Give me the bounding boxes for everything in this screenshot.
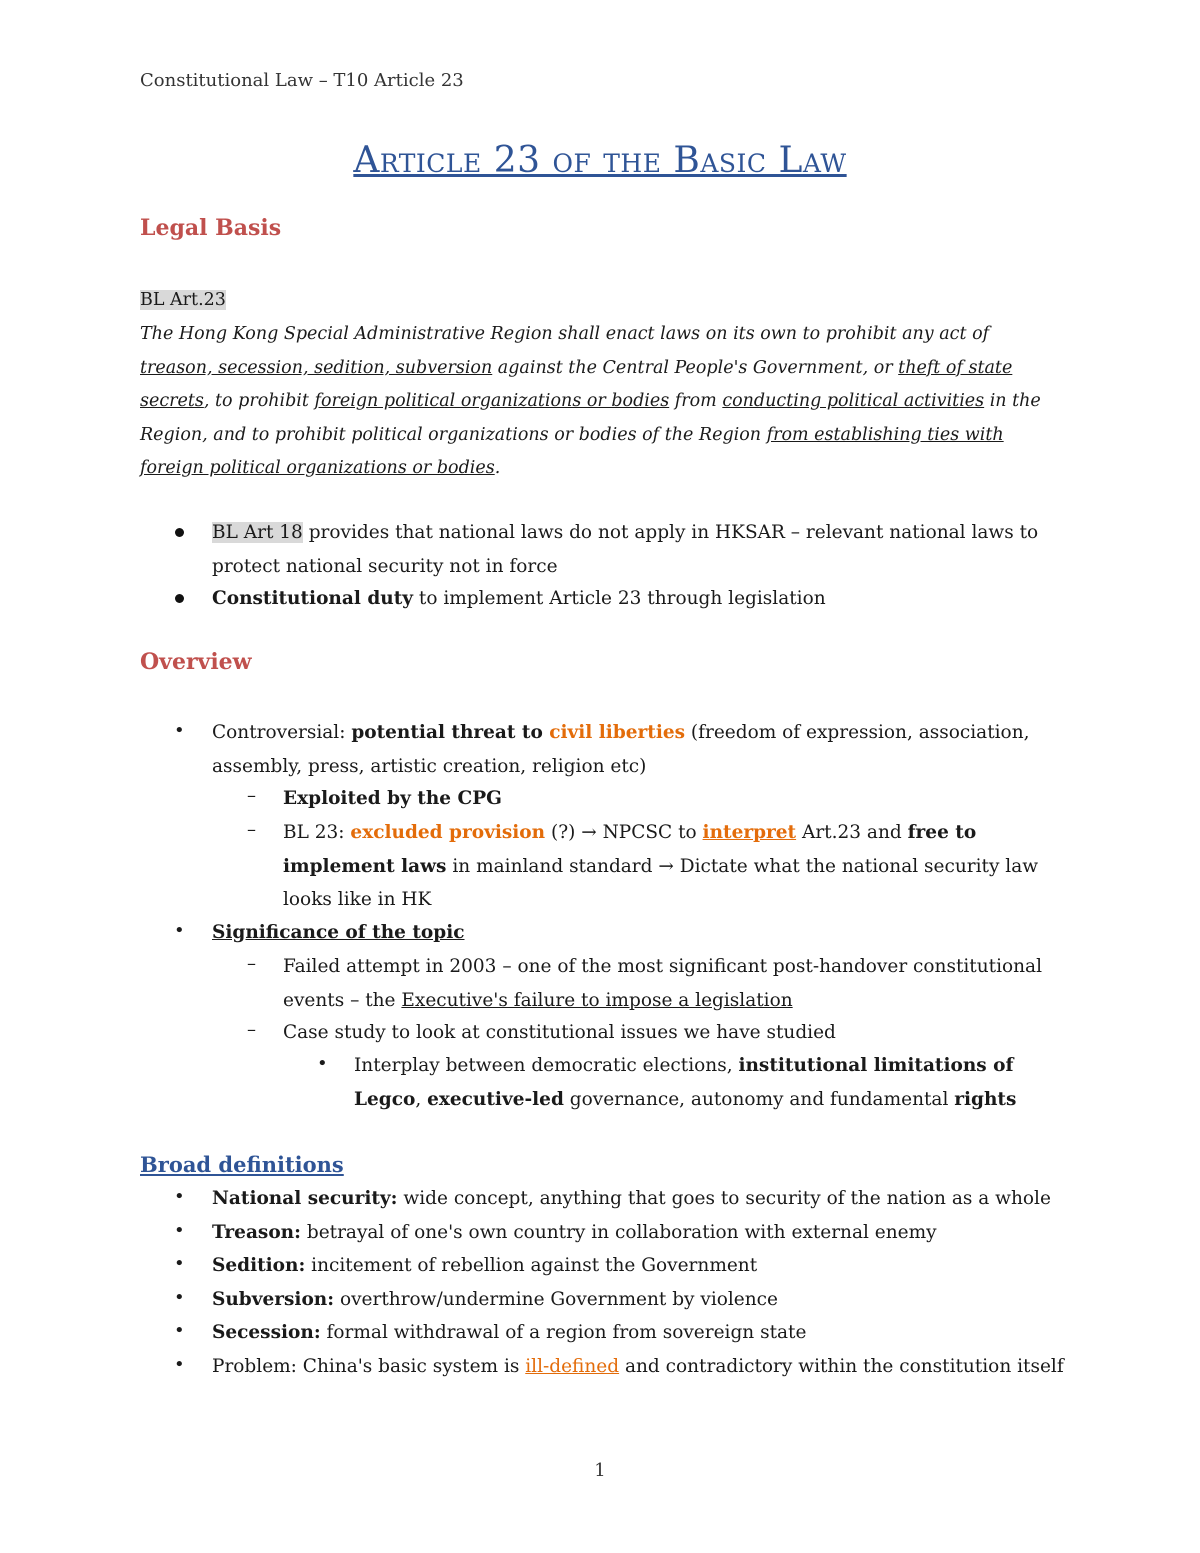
sub-list-item xyxy=(283,816,1073,917)
article-quote xyxy=(140,318,1050,486)
list-item-bold: rights xyxy=(954,1088,1017,1110)
quote-underline: foreign political organizations or bodies xyxy=(314,391,670,411)
bullet-icon: • xyxy=(317,1053,328,1074)
bullet-icon xyxy=(175,528,184,537)
document-title: Article 23 of the Basic Law xyxy=(353,140,847,181)
quote-text: The Hong Kong Special Administrative Region shall enact laws on its own to prohibit any act of xyxy=(140,324,990,344)
quote-underline: foreign political organizations or bodies xyxy=(140,458,495,478)
list-item-text: events – the xyxy=(283,989,402,1011)
dash-icon: – xyxy=(247,1019,256,1040)
list-item-text: to implement Article 23 through legislation xyxy=(413,588,826,609)
bullet-icon: • xyxy=(174,1320,185,1341)
list-item xyxy=(212,582,1072,616)
definition-term: Sedition: xyxy=(212,1255,306,1276)
highlight-term: excluded provision xyxy=(350,822,546,843)
list-item-bold: free to xyxy=(907,822,977,843)
definition-text: and contradictory within the constitution itself xyxy=(619,1356,1064,1377)
sub-sub-list-item xyxy=(354,1049,1074,1116)
list-item-underline: Executive's failure to impose a legislation xyxy=(401,989,793,1011)
dash-icon: – xyxy=(247,819,256,840)
bullet-icon: • xyxy=(174,1287,185,1308)
quote-text: Region, and to prohibit political organizations or bodies of the Region xyxy=(140,424,767,445)
quote-underline: from establishing ties with xyxy=(766,424,1004,445)
definition-text: betrayal of one's own country in collaboration with external enemy xyxy=(300,1222,937,1243)
article-reference xyxy=(140,284,226,318)
definition-item xyxy=(212,1216,1072,1250)
definition-item xyxy=(212,1249,1072,1283)
definition-term: Secession: xyxy=(212,1322,321,1343)
list-item-text: Art.23 and xyxy=(796,822,908,843)
heading-overview: Overview xyxy=(140,649,252,675)
quote-underline: conducting political activities xyxy=(722,391,985,411)
highlight-term: ill-defined xyxy=(525,1356,620,1377)
definition-term: National security: xyxy=(212,1188,398,1209)
quote-underline: secrets xyxy=(140,391,204,411)
sub-list-item: Case study to look at constitutional issues we have studied xyxy=(283,1022,836,1043)
list-item-text: , xyxy=(415,1088,428,1110)
list-item-text: protect national security not in force xyxy=(212,555,558,577)
highlight-term: civil liberties xyxy=(549,722,686,743)
list-item-bold: Legco xyxy=(354,1088,416,1110)
quote-text: , to prohibit xyxy=(203,391,315,411)
sub-list-item xyxy=(283,950,1073,1017)
definition-item xyxy=(212,1283,1072,1317)
list-item-text: provides that national laws do not apply in HKSAR – relevant national laws to xyxy=(302,522,1039,543)
bullet-icon: • xyxy=(174,1220,185,1241)
list-item-bold: implement laws xyxy=(283,855,447,877)
list-item-text: (?) → NPCSC to xyxy=(545,822,703,843)
definition-term: Subversion: xyxy=(212,1289,335,1310)
list-item-bold: institutional limitations of xyxy=(738,1055,1014,1076)
quote-underline: theft of state xyxy=(898,357,1013,378)
quote-underline: treason, secession, sedition, subversion xyxy=(140,357,493,378)
bullet-icon: • xyxy=(174,1253,185,1274)
list-item-text: governance, autonomy and fundamental xyxy=(563,1088,955,1110)
definition-text: Problem: China's basic system is xyxy=(212,1356,526,1377)
bullet-icon: • xyxy=(174,1354,185,1375)
definition-item xyxy=(212,1316,1072,1350)
list-item-bold: Constitutional duty xyxy=(212,588,413,609)
quote-text: from xyxy=(669,391,723,411)
bullet-icon: • xyxy=(174,920,185,941)
bullet-icon: • xyxy=(174,720,185,741)
definition-text: overthrow/undermine Government by violence xyxy=(334,1289,778,1310)
list-item-bold: potential threat to xyxy=(351,722,550,743)
list-item-text: BL 23: xyxy=(283,822,351,843)
definition-text: wide concept, anything that goes to security of the nation as a whole xyxy=(397,1188,1051,1209)
quote-text: in the xyxy=(984,391,1041,411)
heading-legal-basis: Legal Basis xyxy=(140,215,282,241)
highlight-term: interpret xyxy=(702,822,797,843)
list-item-text: Failed attempt in 2003 – one of the most significant post-handover constitutional xyxy=(283,956,1043,977)
dash-icon: – xyxy=(247,785,256,806)
bullet-icon xyxy=(175,594,184,603)
bl-art18-ref: BL Art 18 xyxy=(212,522,303,543)
quote-text: . xyxy=(494,458,501,478)
bl-art23-ref: BL Art.23 xyxy=(140,290,226,310)
definition-text: formal withdrawal of a region from sovereign state xyxy=(320,1322,807,1343)
list-item-text: in mainland standard → Dictate what the national security law xyxy=(446,855,1039,877)
list-item-bold: executive-led xyxy=(427,1088,564,1110)
list-item: Significance of the topic xyxy=(212,922,465,943)
list-item xyxy=(212,516,1072,583)
definition-item xyxy=(212,1350,1092,1384)
list-item-text: looks like in HK xyxy=(283,889,432,910)
bullet-icon: • xyxy=(174,1186,185,1207)
dash-icon: – xyxy=(247,953,256,974)
list-item-text: Controversial: xyxy=(212,722,352,743)
list-item-text: Interplay between democratic elections, xyxy=(354,1055,739,1076)
definition-item xyxy=(212,1182,1072,1216)
definition-text: incitement of rebellion against the Government xyxy=(305,1255,758,1276)
definition-term: Treason: xyxy=(212,1222,301,1243)
list-item-text: (freedom of expression, association, xyxy=(685,722,1030,743)
page-number: 1 xyxy=(594,1460,606,1481)
page-header: Constitutional Law – T10 Article 23 xyxy=(140,70,464,91)
sub-list-item: Exploited by the CPG xyxy=(283,788,502,809)
quote-text: against the Central People's Government, or xyxy=(492,357,899,378)
heading-broad-definitions: Broad definitions xyxy=(140,1152,344,1177)
list-item-text: assembly, press, artistic creation, religion etc) xyxy=(212,755,647,777)
list-item xyxy=(212,716,1072,783)
